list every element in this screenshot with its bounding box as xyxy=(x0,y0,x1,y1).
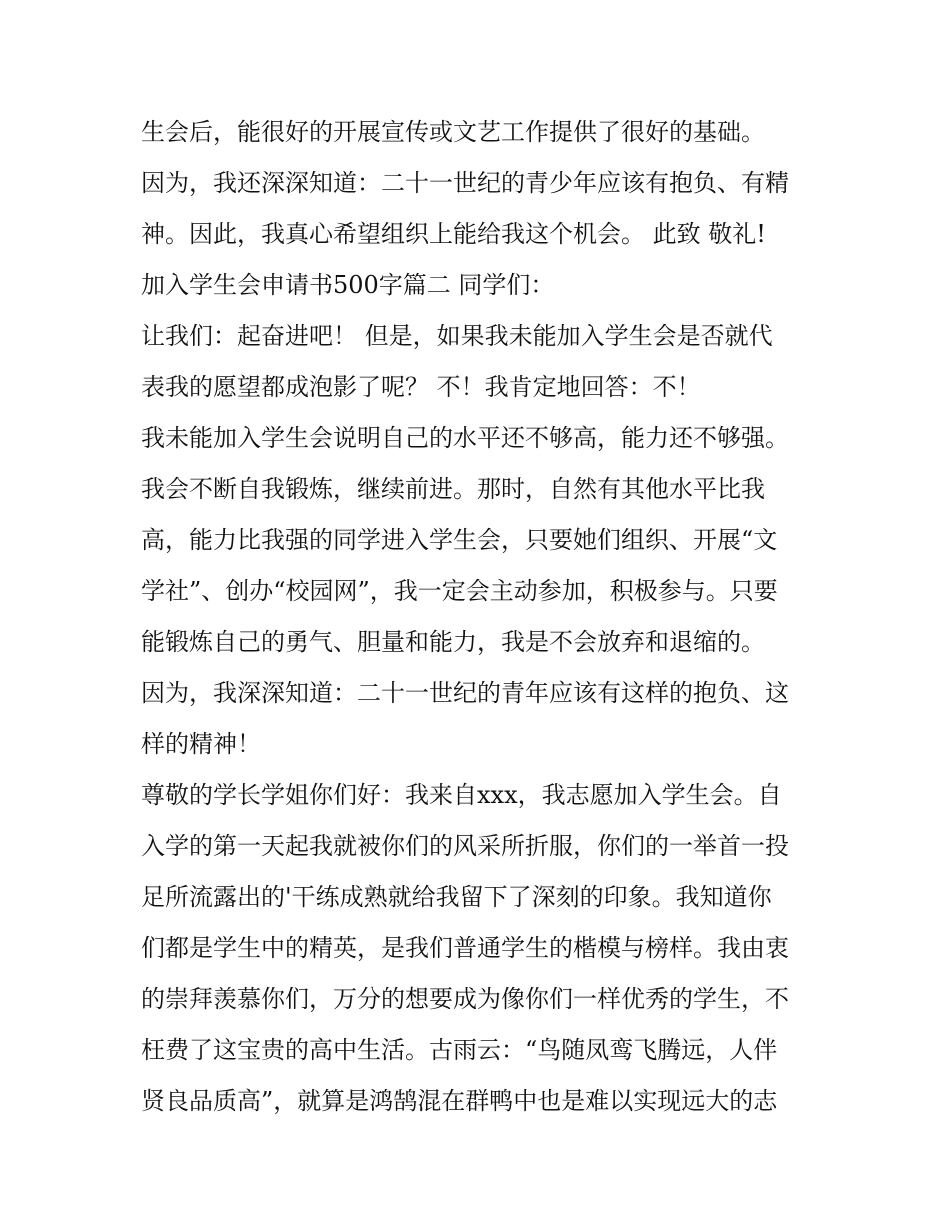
text-line: 样的精神！ xyxy=(141,730,261,758)
text-line: 枉费了这宝贵的高中生活。古雨云：“鸟随凤鸾飞腾远，人伴 xyxy=(141,1036,778,1064)
text-line: 能锻炼自己的勇气、胆量和能力，我是不会放弃和退缩的。 xyxy=(141,628,765,656)
text-line: 因为，我深深知道：二十一世纪的青年应该有这样的抱负、这 xyxy=(141,679,789,707)
text-line: 足所流露出的'干练成熟就给我留下了深刻的印象。我知道你 xyxy=(141,883,772,911)
text-line: 让我们：起奋进吧！ 但是，如果我未能加入学生会是否就代 xyxy=(141,322,773,350)
text-line: 因为，我还深深知道：二十一世纪的青少年应该有抱负、有精 xyxy=(141,169,789,197)
text-line: 生会后，能很好的开展宣传或文艺工作提供了很好的基础。 xyxy=(141,118,765,146)
text-line: 学社”、创办“校园网”，我一定会主动参加，积极参与。只要 xyxy=(141,577,778,605)
text-line: 尊敬的学长学姐你们好：我来自xxx，我志愿加入学生会。自 xyxy=(141,781,782,809)
text-line: 的崇拜羡慕你们，万分的想要成为像你们一样优秀的学生，不 xyxy=(141,985,789,1013)
text-line: 我未能加入学生会说明自己的水平还不够高，能力还不够强。 xyxy=(141,424,789,452)
text-line: 贤良品质高”，就算是鸿鹄混在群鸭中也是难以实现远大的志 xyxy=(141,1087,778,1115)
text-line: 神。因此，我真心希望组织上能给我这个机会。 此致 敬礼! xyxy=(141,220,766,248)
text-line: 表我的愿望都成泡影了呢？ 不！我肯定地回答：不！ xyxy=(141,373,701,401)
text-line: 入学的第一天起我就被你们的风采所折服，你们的一举首一投 xyxy=(141,832,789,860)
document-body xyxy=(141,107,831,1127)
text-line: 高，能力比我强的同学进入学生会，只要她们组织、开展“文 xyxy=(141,526,778,554)
text-line: 们都是学生中的精英，是我们普通学生的楷模与榜样。我由衷 xyxy=(141,934,789,962)
text-line: 我会不断自我锻炼，继续前进。那时，自然有其他水平比我 xyxy=(141,475,765,503)
section-heading: 加入学生会申请书500字篇二 同学们： xyxy=(141,271,555,299)
